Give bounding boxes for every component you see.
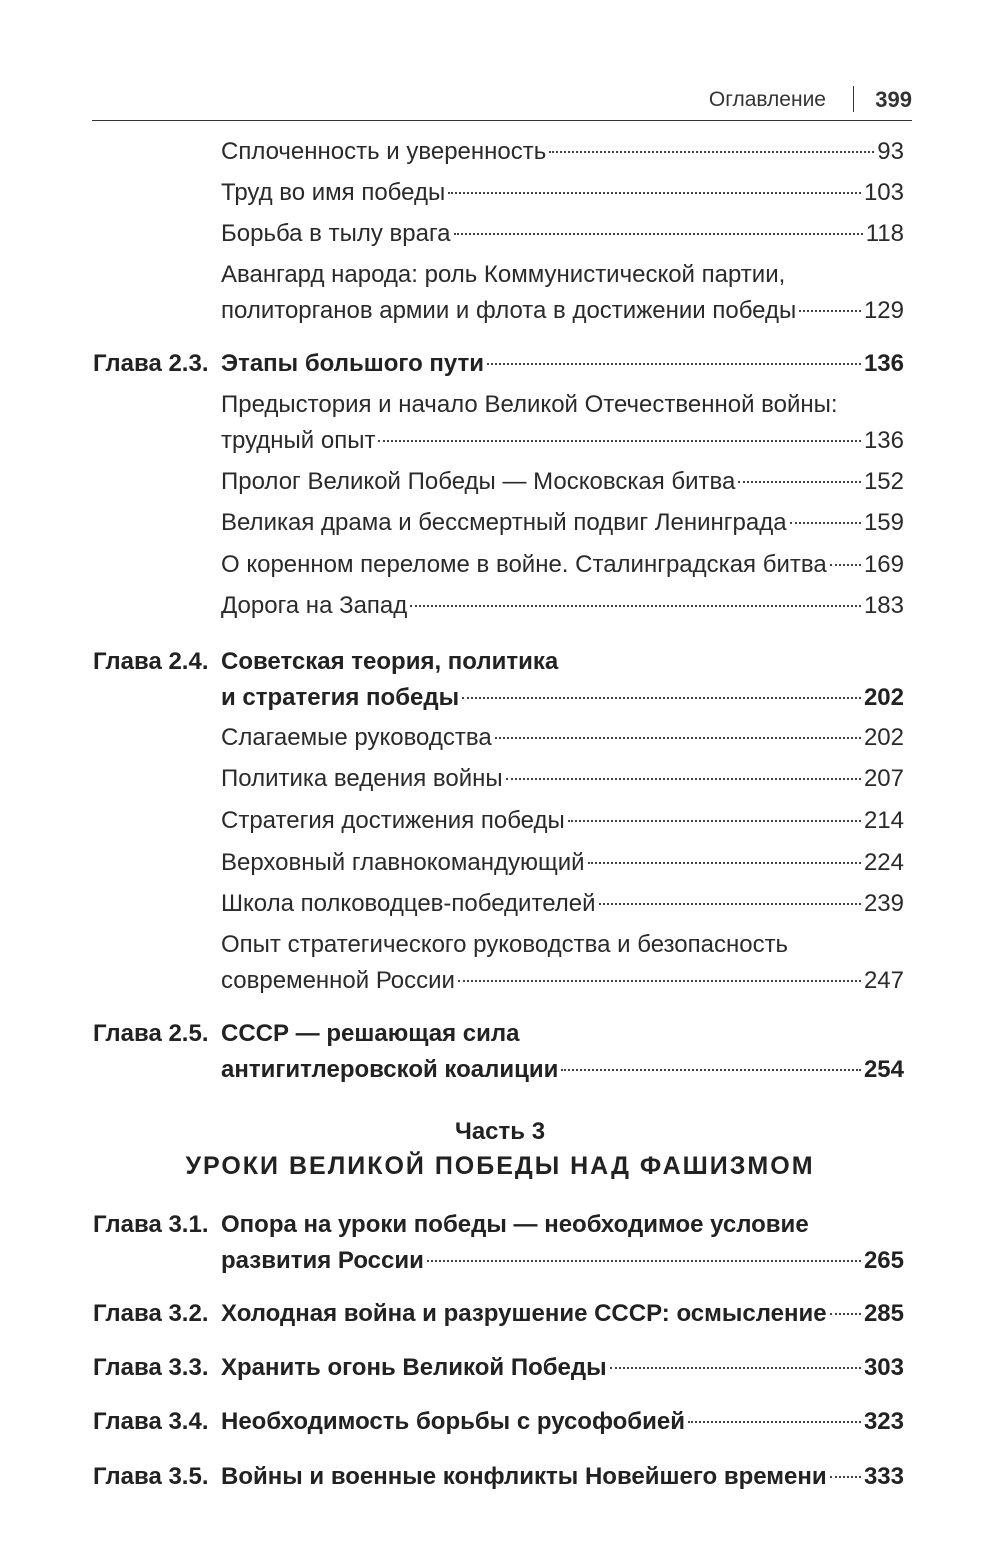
chapter-label: Глава 3.1. (93, 1211, 209, 1238)
leader-dots (448, 191, 861, 194)
page-number: 399 (875, 87, 912, 112)
chapter-entry[interactable] (221, 1350, 904, 1386)
toc-entry-title: Стратегия достижения победы (221, 807, 565, 834)
toc-entry-title-line1: Советская теория, политика (221, 648, 559, 675)
toc-entry-page: 136 (863, 350, 904, 377)
chapter-entry[interactable] (221, 1296, 904, 1332)
toc-entry-page: 214 (863, 807, 904, 834)
toc-entry-title-line1: Авангард народа: роль Коммунистической партии, (221, 261, 786, 288)
part-title: УРОКИ ВЕЛИКОЙ ПОБЕДЫ НАД ФАШИЗМОМ (185, 1152, 815, 1180)
toc-entry-page: 207 (863, 765, 904, 792)
toc-entry-page: 152 (863, 468, 904, 495)
chapter-label: Глава 3.2. (93, 1300, 209, 1327)
toc-entry-title: Политика ведения войны (221, 765, 503, 792)
chapter-entry[interactable] (221, 1016, 904, 1088)
toc-entry-title: Верховный главнокомандующий (221, 849, 585, 876)
part-number: Часть 3 (454, 1118, 546, 1145)
toc-entry-title: трудный опыт (221, 427, 376, 454)
chapter-entry[interactable] (221, 1404, 904, 1440)
toc-entry[interactable] (221, 761, 904, 797)
toc-entry[interactable] (221, 464, 904, 500)
toc-entry[interactable] (221, 216, 904, 252)
toc-entry-page: 285 (863, 1300, 904, 1327)
toc-entry[interactable] (221, 505, 904, 541)
leader-dots (588, 861, 861, 864)
chapter-label: Глава 2.4. (93, 648, 209, 675)
toc-entry-page: 136 (863, 427, 904, 454)
toc-entry-page: 303 (863, 1354, 904, 1381)
toc-entry-title: Холодная война и разрушение СССР: осмысление (221, 1300, 827, 1327)
toc-entry-title: политорганов армии и флота в достижении победы (221, 297, 797, 324)
leader-dots (738, 480, 861, 483)
toc-entry-page: 169 (863, 551, 904, 578)
leader-dots (561, 1068, 861, 1071)
toc-entry-title: Сплоченность и уверенность (221, 138, 547, 165)
toc-entry-title: развития России (221, 1247, 424, 1274)
toc-entry[interactable] (221, 845, 904, 881)
toc-entry-title: Слагаемые руководства (221, 724, 492, 751)
toc-entry[interactable] (221, 134, 904, 170)
toc-entry-page: 118 (865, 220, 904, 247)
toc-entry-title: Этапы большого пути (221, 350, 485, 377)
toc-entry-page: 323 (863, 1408, 904, 1435)
toc-entry-page: 239 (863, 890, 904, 917)
leader-dots (799, 309, 861, 312)
toc-entry-title: Хранить огонь Великой Победы (221, 1354, 607, 1381)
chapter-entry[interactable] (221, 346, 904, 382)
leader-dots (568, 819, 861, 822)
toc-entry-page: 129 (863, 297, 904, 324)
toc-entry[interactable] (221, 886, 904, 922)
toc-entry[interactable] (221, 803, 904, 839)
toc-entry[interactable] (221, 547, 904, 583)
toc-entry[interactable] (221, 175, 904, 211)
chapter-entry[interactable] (221, 1459, 904, 1495)
leader-dots (506, 777, 861, 780)
leader-dots (487, 362, 861, 365)
toc-entry[interactable] (221, 387, 904, 459)
leader-dots (688, 1420, 861, 1423)
toc-entry[interactable] (221, 720, 904, 756)
chapter-label: Глава 2.5. (93, 1020, 209, 1047)
toc-entry-title-line1: Опора на уроки победы — необходимое условие (221, 1211, 809, 1238)
page-header (92, 84, 912, 121)
toc-entry-title: Необходимость борьбы с русофобией (221, 1408, 685, 1435)
toc-entry-page: 254 (863, 1056, 904, 1083)
toc-entry-page: 93 (877, 138, 904, 165)
chapter-entry[interactable] (221, 644, 904, 716)
toc-entry-title: Великая драма и бессмертный подвиг Ленинграда (221, 509, 787, 536)
leader-dots (378, 439, 861, 442)
toc-entry-title: Труд во имя победы (221, 179, 446, 206)
toc-entry-title: антигитлеровской коалиции (221, 1056, 559, 1083)
toc-entry-title: Войны и военные конфликты Новейшего времени (221, 1463, 827, 1490)
leader-dots (610, 1366, 861, 1369)
toc-entry-title: Пролог Великой Победы — Московская битва (221, 468, 736, 495)
chapter-label: Глава 3.5. (93, 1463, 209, 1490)
leader-dots (599, 902, 861, 905)
chapter-label: Глава 3.4. (93, 1408, 209, 1435)
leader-dots (495, 736, 861, 739)
toc-entry-page: 202 (863, 724, 904, 751)
leader-dots (549, 150, 874, 153)
toc-entry-page: 183 (863, 592, 904, 619)
toc-entry-page: 224 (863, 849, 904, 876)
leader-dots (427, 1259, 861, 1262)
toc-entry-page: 202 (863, 684, 904, 711)
header-separator (853, 86, 855, 112)
leader-dots (454, 232, 863, 235)
chapter-label: Глава 2.3. (93, 350, 209, 377)
leader-dots (458, 979, 861, 982)
leader-dots (462, 696, 861, 699)
toc-entry-page: 333 (863, 1463, 904, 1490)
toc-entry-title: Борьба в тылу врага (221, 220, 451, 247)
toc-entry-title: О коренном переломе в войне. Сталинградская битва (221, 551, 827, 578)
toc-entry-title: современной России (221, 967, 455, 994)
leader-dots (790, 521, 861, 524)
toc-entry-page: 247 (863, 967, 904, 994)
toc-entry-title-line1: СССР — решающая сила (221, 1020, 520, 1047)
toc-entry-title: Школа полководцев-победителей (221, 890, 596, 917)
leader-dots (410, 604, 861, 607)
toc-entry[interactable] (221, 588, 904, 624)
toc-entry-title: Дорога на Запад (221, 592, 408, 619)
chapter-label: Глава 3.3. (93, 1354, 209, 1381)
toc-entry-title: и стратегия победы (221, 684, 460, 711)
leader-dots (830, 1312, 861, 1315)
toc-entry-page: 159 (863, 509, 904, 536)
leader-dots (830, 563, 861, 566)
leader-dots (830, 1475, 861, 1478)
toc-entry[interactable] (221, 927, 904, 999)
toc-entry-page: 103 (863, 179, 904, 206)
toc-entry-page: 265 (863, 1247, 904, 1274)
toc-entry-title-line1: Предыстория и начало Великой Отечественной войны: (221, 391, 838, 418)
toc-entry[interactable] (221, 257, 904, 329)
toc-entry-title-line1: Опыт стратегического руководства и безопасность (221, 931, 789, 958)
running-title: Оглавление (708, 88, 826, 111)
chapter-entry[interactable] (221, 1207, 904, 1279)
